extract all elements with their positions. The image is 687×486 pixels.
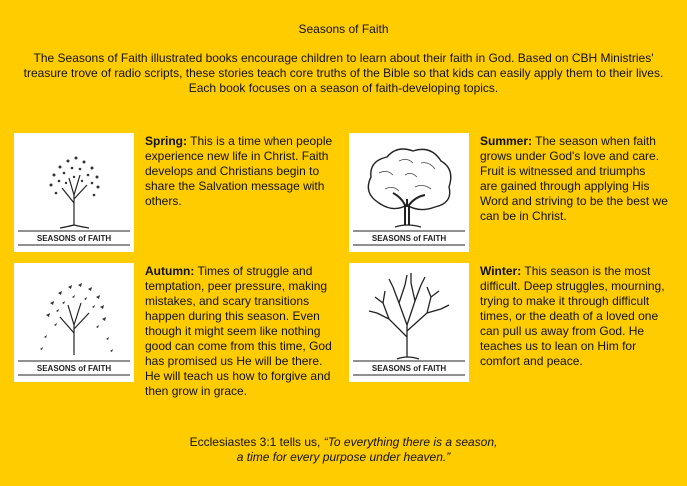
intro-paragraph <box>14 51 673 96</box>
season-line: has promised us He will be there. <box>145 354 323 368</box>
season-line: times, or the death of a loved one <box>480 309 659 323</box>
quote-line: “To everything there is a season, <box>323 435 498 449</box>
season-line: develops and Christians begin to <box>145 164 320 178</box>
season-line: This season is the most <box>524 264 651 278</box>
season-line: are gained through applying His <box>480 179 650 193</box>
season-line: mistakes, and scary transitions <box>145 294 310 308</box>
summer-book-image <box>349 133 469 252</box>
book-logo-text: SEASONS of FAITH <box>36 234 112 243</box>
page-title: Seasons of Faith <box>298 22 389 36</box>
season-line: comfort and peace. <box>480 354 583 368</box>
book-logo-text: SEASONS of FAITH <box>36 364 112 373</box>
season-name: Spring: <box>145 134 187 148</box>
winter-description <box>480 264 680 369</box>
season-line: temptation, peer pressure, making <box>145 279 328 293</box>
tree-falling-leaves-icon <box>14 263 134 382</box>
season-name: Summer: <box>480 134 533 148</box>
season-name: Winter: <box>480 264 522 278</box>
season-line: can pull us away from God. He <box>480 324 645 338</box>
season-line: Word and striving to be the best we <box>480 194 668 208</box>
book-logo-text: SEASONS of FAITH <box>371 234 447 243</box>
season-line: trying to make it through difficult <box>480 294 650 308</box>
scripture-quote <box>0 435 687 465</box>
quote-lead: Ecclesiastes 3:1 tells us, <box>189 435 324 449</box>
tree-bare-icon <box>349 263 469 382</box>
season-line: others. <box>145 194 182 208</box>
season-line: though it might seem like nothing <box>145 324 321 338</box>
season-line: can be in Christ. <box>480 209 567 223</box>
summer-description <box>480 134 680 224</box>
book-logo-text: SEASONS of FAITH <box>371 364 447 373</box>
season-line: experience new life in Christ. Faith <box>145 149 329 163</box>
season-line: then grow in grace. <box>145 384 248 398</box>
intro-line: Each book focuses on a season of faith-developing topics. <box>188 81 499 95</box>
season-line: Fruit is witnessed and triumphs <box>480 164 646 178</box>
season-line: grows under God's love and care. <box>480 149 660 163</box>
season-line: difficult. Deep struggles, mourning, <box>480 279 665 293</box>
season-line: share the Salvation message with <box>145 179 325 193</box>
season-line: This is a time when people <box>190 134 333 148</box>
season-line: happen during this season. Even <box>145 309 320 323</box>
season-line: good can come from this time, God <box>145 339 332 353</box>
season-line: teaches us to lean on Him for <box>480 339 637 353</box>
season-line: Times of struggle and <box>197 264 313 278</box>
season-line: The season when faith <box>535 134 656 148</box>
autumn-book-image <box>14 263 134 382</box>
tree-young-icon <box>14 133 134 252</box>
spring-book-image <box>14 133 134 252</box>
autumn-description <box>145 264 345 399</box>
season-line: He will teach us how to forgive and <box>145 369 331 383</box>
spring-description <box>145 134 340 209</box>
intro-line: The Seasons of Faith illustrated books encourage children to learn about their faith in God. Based on CBH Ministries' <box>33 51 654 65</box>
winter-book-image <box>349 263 469 382</box>
quote-line: a time for every purpose under heaven.” <box>236 450 451 464</box>
season-name: Autumn: <box>145 264 195 278</box>
tree-full-icon <box>349 133 469 252</box>
intro-line: treasure trove of radio scripts, these stories teach core truths of the Bible so that kids can easily apply them to their lives. <box>23 66 664 80</box>
